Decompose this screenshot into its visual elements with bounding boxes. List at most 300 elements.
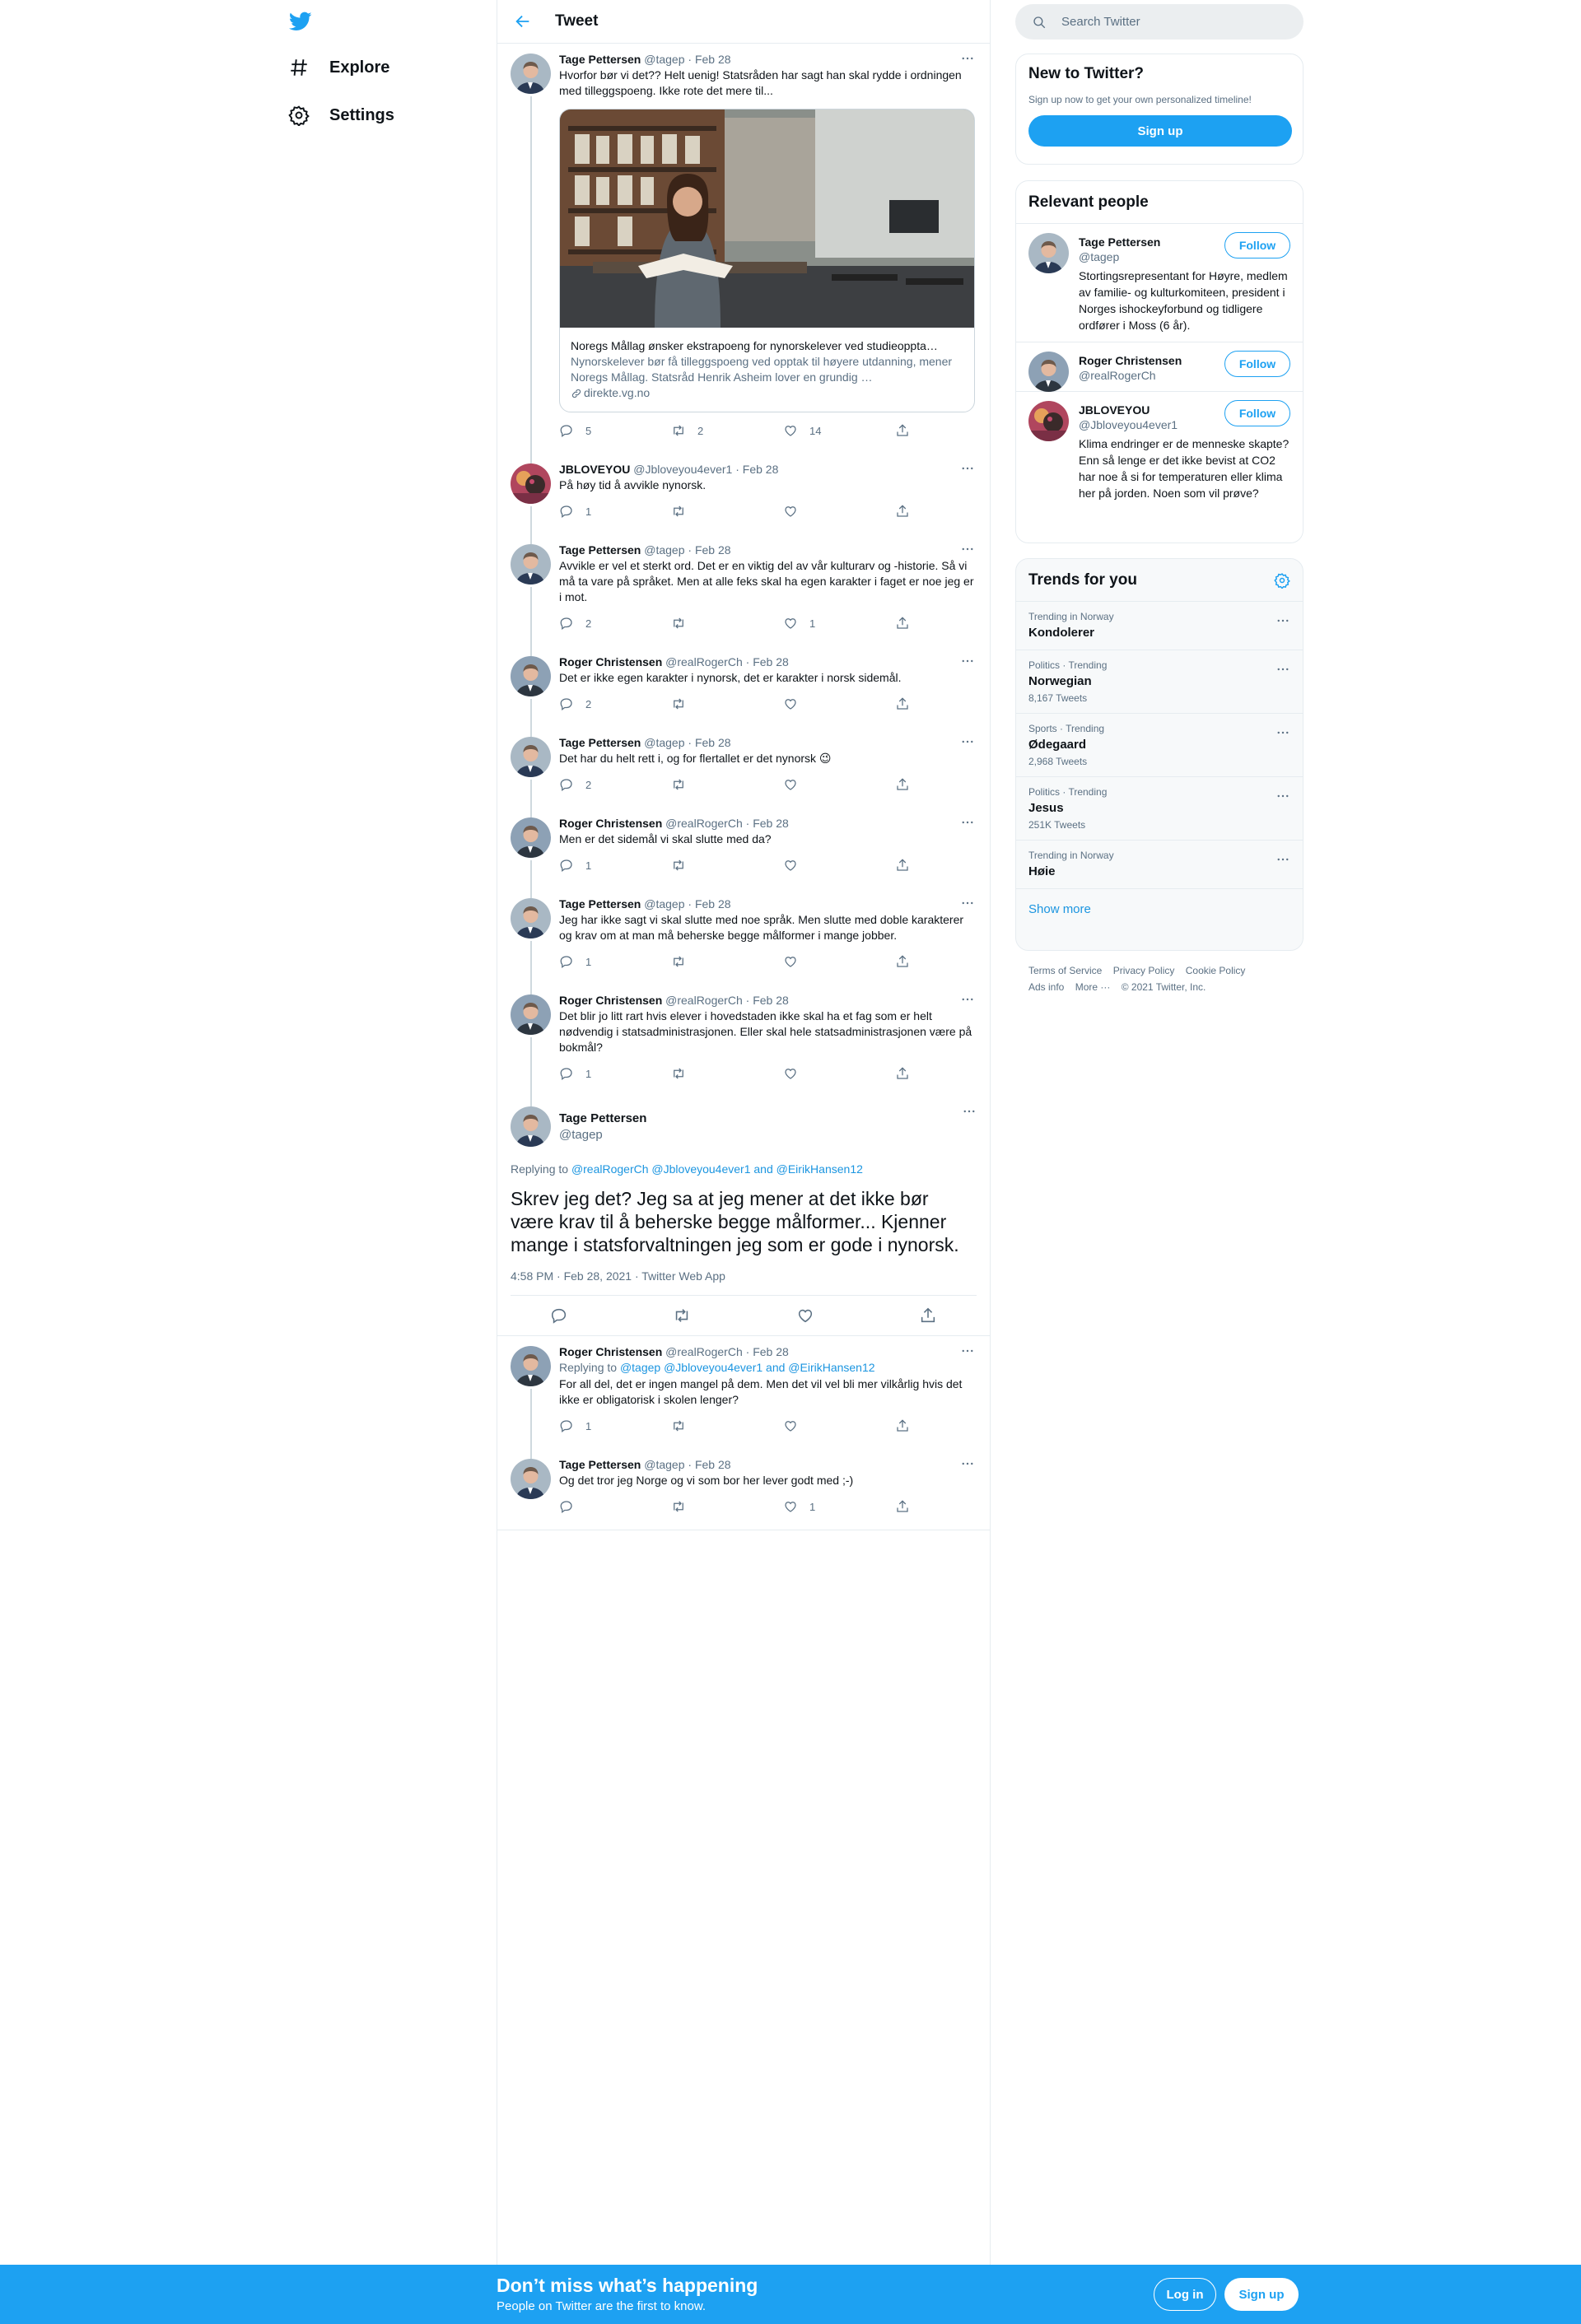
author-name[interactable]: Tage Pettersen xyxy=(559,736,641,749)
person-name[interactable]: Roger Christensen xyxy=(1079,354,1182,367)
person-handle[interactable]: @Jbloveyou4ever1 xyxy=(1079,418,1178,431)
avatar[interactable] xyxy=(511,1459,551,1499)
more-options-button[interactable] xyxy=(1276,662,1290,681)
like-icon xyxy=(783,858,798,873)
tweet-actions xyxy=(559,953,977,985)
tweet-date[interactable]: Feb 28 xyxy=(694,543,731,557)
share-button[interactable] xyxy=(895,696,921,711)
share-icon xyxy=(895,858,910,873)
card-description: Nynorskelever bør få tilleggspoeng ved opptak til høyere utdanning, mener Noregs Mållag. Statsråd Henrik Asheim lover en grundig … xyxy=(571,355,953,384)
person-item[interactable] xyxy=(1016,392,1303,510)
search-box[interactable] xyxy=(1015,4,1304,40)
tweet-text: Det er ikke egen karakter i nynorsk, det er karakter i norsk sidemål. xyxy=(559,671,902,684)
avatar[interactable] xyxy=(511,994,551,1035)
more-icon xyxy=(960,734,975,749)
terms-link[interactable]: Terms of Service xyxy=(1028,965,1103,976)
tweet[interactable] xyxy=(497,1449,990,1530)
more-options-button[interactable] xyxy=(958,51,977,66)
author-name[interactable]: Roger Christensen xyxy=(559,817,663,830)
tweet-actions xyxy=(559,503,977,534)
more-icon xyxy=(960,542,975,557)
cookie-link[interactable]: Cookie Policy xyxy=(1185,965,1246,976)
share-icon xyxy=(895,696,910,711)
author-handle[interactable]: @realRogerCh xyxy=(665,994,743,1007)
trend-count: 8,167 Tweets xyxy=(1028,692,1088,704)
share-icon xyxy=(895,1066,910,1081)
person-item[interactable] xyxy=(1016,224,1303,342)
tweet-date[interactable]: Feb 28 xyxy=(753,655,789,668)
reply-icon xyxy=(559,504,574,519)
author-handle[interactable]: @tagep xyxy=(559,1128,603,1142)
retweet-icon xyxy=(671,696,686,711)
more-options-button[interactable] xyxy=(958,542,977,557)
reply-button[interactable] xyxy=(559,423,671,438)
panel-title: New to Twitter? xyxy=(1028,65,1145,82)
bottom-signup-bar xyxy=(0,2265,1581,2324)
avatar[interactable] xyxy=(511,463,551,504)
person-name[interactable]: Tage Pettersen xyxy=(1079,235,1161,249)
replying-to xyxy=(559,1360,977,1376)
tweet-text: Og det tror jeg Norge og vi som bor her lever godt med ;-) xyxy=(559,1474,854,1487)
person-name[interactable]: JBLOVEYOU xyxy=(1079,403,1150,417)
tweet[interactable] xyxy=(497,1336,990,1449)
like-icon[interactable] xyxy=(796,1306,814,1325)
tweet-text: Det har du helt rett i, og for flertallet er det nynorsk 😉 xyxy=(559,752,832,765)
trend-count: 2,968 Tweets xyxy=(1028,756,1088,767)
avatar[interactable] xyxy=(511,1346,551,1386)
share-button[interactable] xyxy=(895,1499,921,1514)
reply-count: 2 xyxy=(585,617,592,630)
author-handle[interactable]: @tagep xyxy=(644,897,685,911)
more-icon xyxy=(960,815,975,830)
like-icon xyxy=(783,696,798,711)
avatar[interactable] xyxy=(511,54,551,94)
thread-connector xyxy=(530,96,532,463)
reply-count: 1 xyxy=(585,1419,592,1432)
follow-button[interactable]: Follow xyxy=(1224,232,1290,258)
focused-tweet xyxy=(497,1097,990,1336)
more-options-button[interactable] xyxy=(958,896,977,911)
person-handle[interactable]: @realRogerCh xyxy=(1079,369,1156,382)
separator: · xyxy=(688,53,693,66)
trend-name: Jesus xyxy=(1028,801,1064,815)
author-name[interactable]: JBLOVEYOU xyxy=(559,463,631,476)
reply-count: 1 xyxy=(585,505,592,518)
more-options-button[interactable] xyxy=(958,654,977,668)
separator: · xyxy=(688,736,693,749)
ads-link[interactable]: Ads info xyxy=(1028,981,1065,993)
retweet-button[interactable] xyxy=(671,1066,783,1081)
retweet-icon xyxy=(671,858,686,873)
more-options-button[interactable] xyxy=(958,1456,977,1471)
avatar[interactable] xyxy=(511,1106,551,1147)
share-button[interactable] xyxy=(895,504,921,519)
retweet-count: 2 xyxy=(697,424,704,437)
panel-title: Relevant people xyxy=(1016,181,1303,224)
author-name[interactable]: Roger Christensen xyxy=(559,655,663,668)
more-options-button[interactable] xyxy=(962,1104,977,1123)
more-icon xyxy=(960,51,975,66)
retweet-button[interactable] xyxy=(671,1418,783,1433)
header xyxy=(497,0,990,44)
back-button[interactable] xyxy=(509,7,537,35)
tweet-actions xyxy=(559,422,977,454)
tweet-text: Jeg har ikke sagt vi skal slutte med noe språk. Men slutte med doble karakterer og krav om at man må beherske begge målformer i mange jobber. xyxy=(559,913,964,942)
retweet-icon xyxy=(671,616,686,631)
nav-settings[interactable] xyxy=(288,99,394,132)
tweet[interactable] xyxy=(497,888,990,985)
card-image xyxy=(560,109,975,328)
hashtag-icon xyxy=(288,57,310,78)
share-icon xyxy=(895,1418,910,1433)
author-name[interactable]: Roger Christensen xyxy=(559,994,663,1007)
relevant-people-panel xyxy=(1015,180,1304,543)
arrow-left-icon xyxy=(514,12,532,30)
twitter-logo-icon[interactable] xyxy=(288,10,313,33)
like-icon xyxy=(783,504,798,519)
trend-context: Trending in Norway xyxy=(1028,611,1114,622)
trends-panel xyxy=(1015,558,1304,951)
separator: · xyxy=(688,1458,693,1471)
mention-link[interactable]: @EirikHansen12 xyxy=(788,1361,875,1374)
more-icon xyxy=(960,1456,975,1471)
copyright: © 2021 Twitter, Inc. xyxy=(1121,981,1206,993)
share-button[interactable] xyxy=(895,616,921,631)
trend-name: Høie xyxy=(1028,864,1056,878)
more-icon xyxy=(960,654,975,668)
reply-count: 1 xyxy=(585,859,592,872)
bottom-bar-title: Don’t miss what’s happening xyxy=(497,2275,758,2296)
more-icon xyxy=(1276,613,1290,628)
person-item[interactable] xyxy=(1016,342,1303,392)
retweet-icon xyxy=(671,1499,686,1514)
trend-item[interactable] xyxy=(1016,777,1303,841)
share-icon xyxy=(895,423,910,438)
search-input[interactable] xyxy=(1061,15,1292,29)
tweet-date[interactable]: Feb 28 xyxy=(694,1458,731,1471)
replying-prefix: Replying to xyxy=(559,1361,618,1374)
tweet-actions xyxy=(559,1498,977,1530)
card-title: Noregs Mållag ønsker ekstrapoeng for nynorskelever ved studieoppta… xyxy=(571,339,938,352)
more-options-button[interactable] xyxy=(958,815,977,830)
reply-count: 1 xyxy=(585,955,592,968)
tweet[interactable] xyxy=(497,44,990,454)
like-icon xyxy=(783,1499,798,1514)
trends-header xyxy=(1016,559,1303,602)
like-button[interactable] xyxy=(783,1499,895,1514)
separator: · xyxy=(745,655,750,668)
tweet-actions xyxy=(559,776,977,808)
tweet-date[interactable]: Feb 28 xyxy=(694,53,731,66)
replying-and: and xyxy=(753,1162,773,1176)
author-handle[interactable]: @realRogerCh xyxy=(665,655,743,668)
reply-count: 1 xyxy=(585,1067,592,1080)
retweet-button[interactable] xyxy=(671,423,783,438)
tweet-date[interactable]: Feb 28 xyxy=(742,463,779,476)
trends-list xyxy=(1016,602,1303,889)
retweet-button[interactable] xyxy=(671,777,783,792)
like-button[interactable] xyxy=(783,777,895,792)
like-icon xyxy=(783,1418,798,1433)
trend-context: Politics · Trending xyxy=(1028,659,1108,671)
retweet-icon xyxy=(671,1066,686,1081)
like-button[interactable] xyxy=(783,696,895,711)
more-icon xyxy=(960,992,975,1007)
replies xyxy=(497,1336,990,1530)
tweet-timestamp[interactable]: 4:58 PM · Feb 28, 2021 · Twitter Web App xyxy=(511,1269,977,1296)
follow-button[interactable]: Follow xyxy=(1224,351,1290,377)
replying-to xyxy=(511,1162,977,1176)
like-button[interactable] xyxy=(783,1418,895,1433)
more-options-button[interactable] xyxy=(1276,613,1290,632)
search-icon xyxy=(1032,15,1047,30)
more-icon xyxy=(960,896,975,911)
mention-link[interactable]: @EirikHansen12 xyxy=(776,1162,863,1176)
reply-count: 2 xyxy=(585,697,592,710)
replying-and: and xyxy=(766,1361,786,1374)
reply-button[interactable] xyxy=(559,616,671,631)
reply-icon xyxy=(559,858,574,873)
page-title: Tweet xyxy=(555,12,599,30)
people-list xyxy=(1016,224,1303,510)
more-icon xyxy=(1276,725,1290,740)
author-name[interactable]: Tage Pettersen xyxy=(559,1458,641,1471)
like-button[interactable] xyxy=(783,423,895,438)
share-icon[interactable] xyxy=(919,1306,937,1325)
tweet[interactable] xyxy=(497,808,990,888)
trend-name: Ødegaard xyxy=(1028,738,1087,752)
person-bio: Stortingsrepresentant for Høyre, medlem av familie- og kulturkomiteen, president i Norges ishockeyforbund og tidligere ordfører i Moss (6 år). xyxy=(1079,269,1288,332)
reply-icon[interactable] xyxy=(550,1306,568,1325)
signup-button[interactable]: Sign up xyxy=(1224,2278,1299,2311)
nav-settings-label: Settings xyxy=(329,105,394,124)
trend-count: 251K Tweets xyxy=(1028,819,1086,831)
more-options-button[interactable] xyxy=(1276,725,1290,744)
signup-button[interactable]: Sign up xyxy=(1028,115,1292,147)
author-name[interactable]: Roger Christensen xyxy=(559,1345,663,1358)
share-icon xyxy=(895,1499,910,1514)
like-button[interactable] xyxy=(783,504,895,519)
share-icon xyxy=(895,616,910,631)
like-icon xyxy=(783,423,798,438)
share-button[interactable] xyxy=(895,777,921,792)
retweet-button[interactable] xyxy=(671,504,783,519)
tweet[interactable] xyxy=(497,985,990,1097)
person-handle[interactable]: @tagep xyxy=(1079,250,1120,263)
reply-button[interactable] xyxy=(559,504,671,519)
link-icon xyxy=(571,388,582,399)
more-options-button[interactable] xyxy=(958,461,977,476)
gear-icon xyxy=(288,105,310,126)
login-button[interactable]: Log in xyxy=(1154,2278,1216,2311)
nav-explore[interactable] xyxy=(288,51,389,84)
more-icon xyxy=(1276,789,1290,803)
tweet[interactable] xyxy=(497,534,990,646)
tweet-date[interactable]: Feb 28 xyxy=(753,994,789,1007)
gear-icon[interactable] xyxy=(1274,572,1290,589)
reply-icon xyxy=(559,954,574,969)
like-button[interactable] xyxy=(783,1066,895,1081)
tweet-actions xyxy=(497,1296,990,1336)
tweet[interactable] xyxy=(497,727,990,808)
avatar[interactable] xyxy=(511,656,551,696)
share-icon xyxy=(895,954,910,969)
reply-button[interactable] xyxy=(559,696,671,711)
more-options-button[interactable] xyxy=(1276,852,1290,871)
author-name[interactable]: Tage Pettersen xyxy=(559,897,641,911)
tweet-text: Det blir jo litt rart hvis elever i hovedstaden ikke skal ha et fag som er helt nødvendig i statsadministrasjonen. Eller skal hele statsadministrasjonen være på bokmål? xyxy=(559,1009,972,1054)
more-options-button[interactable] xyxy=(958,992,977,1007)
like-count: 1 xyxy=(809,617,816,630)
mention-link[interactable]: @realRogerCh xyxy=(571,1162,649,1176)
tweet-date[interactable]: Feb 28 xyxy=(753,1345,789,1358)
retweet-icon xyxy=(671,954,686,969)
like-icon xyxy=(783,777,798,792)
author-handle[interactable]: @realRogerCh xyxy=(665,817,743,830)
mention-link[interactable]: @Jbloveyou4ever1 xyxy=(664,1361,763,1374)
show-more-link[interactable]: Show more xyxy=(1028,902,1091,916)
retweet-icon xyxy=(671,504,686,519)
thread xyxy=(497,44,990,1097)
nav-explore-label: Explore xyxy=(329,58,390,77)
author-name[interactable]: Tage Pettersen xyxy=(559,543,641,557)
tweet-date[interactable]: Feb 28 xyxy=(694,897,731,911)
trend-name: Norwegian xyxy=(1028,674,1092,688)
reply-icon xyxy=(559,696,574,711)
more-icon xyxy=(960,1344,975,1358)
tweet-actions xyxy=(559,615,977,646)
reply-button[interactable] xyxy=(559,1066,671,1081)
retweet-icon xyxy=(671,1418,686,1433)
trend-item[interactable] xyxy=(1016,602,1303,650)
tweet-actions xyxy=(559,1065,977,1097)
reply-icon xyxy=(559,1418,574,1433)
privacy-link[interactable]: Privacy Policy xyxy=(1112,965,1175,976)
tweet-text: Men er det sidemål vi skal slutte med da? xyxy=(559,832,772,845)
more-link[interactable]: More ··· xyxy=(1075,981,1111,993)
share-button[interactable] xyxy=(895,954,921,969)
share-button[interactable] xyxy=(895,1418,921,1433)
avatar[interactable] xyxy=(511,898,551,938)
avatar[interactable] xyxy=(1028,401,1069,441)
author-handle[interactable]: @realRogerCh xyxy=(665,1345,743,1358)
more-icon xyxy=(1276,852,1290,867)
avatar[interactable] xyxy=(511,544,551,584)
tweet[interactable] xyxy=(497,454,990,534)
tweet-text: På høy tid å avvikle nynorsk. xyxy=(559,478,707,491)
author-name[interactable]: Tage Pettersen xyxy=(559,1111,647,1125)
trend-item[interactable] xyxy=(1016,841,1303,889)
new-to-twitter-panel xyxy=(1015,54,1304,165)
more-options-button[interactable] xyxy=(958,734,977,749)
author-handle[interactable]: @tagep xyxy=(644,736,685,749)
main-column xyxy=(497,0,991,2324)
author-name[interactable]: Tage Pettersen xyxy=(559,53,641,66)
author-handle[interactable]: @tagep xyxy=(644,543,685,557)
reply-icon xyxy=(559,1499,574,1514)
reply-icon xyxy=(559,1066,574,1081)
retweet-button[interactable] xyxy=(671,954,783,969)
avatar[interactable] xyxy=(511,737,551,777)
replying-prefix: Replying to xyxy=(511,1162,569,1176)
trend-context: Sports · Trending xyxy=(1028,723,1105,734)
trend-name: Kondolerer xyxy=(1028,626,1095,640)
like-icon xyxy=(783,954,798,969)
reply-button[interactable] xyxy=(559,1418,671,1433)
like-button[interactable] xyxy=(783,858,895,873)
tweet-actions xyxy=(559,857,977,888)
reply-icon xyxy=(559,423,574,438)
separator: · xyxy=(735,463,739,476)
more-options-button[interactable] xyxy=(1276,789,1290,808)
mention-link[interactable]: @Jbloveyou4ever1 xyxy=(651,1162,751,1176)
tweet-date[interactable]: Feb 28 xyxy=(753,817,789,830)
share-button[interactable] xyxy=(895,423,921,438)
person-bio: Klima endringer er de menneske skapte? Enn så lenge er det ikke bevist at CO2 har noe å si for temperaturen eller klima her på jorden. Noen som vil prøve? xyxy=(1079,437,1290,500)
separator: · xyxy=(745,1345,750,1358)
more-icon xyxy=(960,461,975,476)
separator: · xyxy=(745,994,750,1007)
trend-item[interactable] xyxy=(1016,714,1303,777)
reply-button[interactable] xyxy=(559,777,671,792)
card-domain-text: direkte.vg.no xyxy=(584,386,651,399)
more-options-button[interactable] xyxy=(958,1344,977,1358)
share-button[interactable] xyxy=(895,858,921,873)
retweet-button[interactable] xyxy=(671,858,783,873)
panel-title: Trends for you xyxy=(1028,571,1137,589)
like-button[interactable] xyxy=(783,954,895,969)
follow-button[interactable]: Follow xyxy=(1224,400,1290,426)
mention-link[interactable]: @tagep xyxy=(619,1361,661,1374)
avatar[interactable] xyxy=(1028,352,1069,392)
like-icon xyxy=(783,1066,798,1081)
retweet-button[interactable] xyxy=(671,1499,783,1514)
retweet-icon[interactable] xyxy=(673,1306,691,1325)
trend-item[interactable] xyxy=(1016,650,1303,714)
retweet-icon xyxy=(671,423,686,438)
footer-links xyxy=(1028,962,1292,995)
author-handle[interactable]: @tagep xyxy=(644,1458,685,1471)
retweet-button[interactable] xyxy=(671,616,783,631)
reply-button[interactable] xyxy=(559,954,671,969)
reply-count: 5 xyxy=(585,424,592,437)
like-icon xyxy=(783,616,798,631)
link-card[interactable] xyxy=(559,109,975,412)
avatar[interactable] xyxy=(1028,233,1069,273)
retweet-icon xyxy=(671,777,686,792)
author-handle[interactable]: @tagep xyxy=(644,53,685,66)
panel-subtitle: Sign up now to get your own personalized timeline! xyxy=(1028,94,1252,105)
retweet-button[interactable] xyxy=(671,696,783,711)
tweet-text: Avvikle er vel et sterkt ord. Det er en viktig del av vår kulturarv og -historie. Så vi må ta vare på språket. Men at alle feks skal ha egen karakter i faget er noe jeg er i mot. xyxy=(559,559,974,603)
tweet-text: For all del, det er ingen mangel på dem. Men det vil vel bli mer vilkårlig hvis det ikke er obligatorisk i skolen lenger? xyxy=(559,1377,963,1406)
like-count: 1 xyxy=(809,1500,816,1513)
share-icon xyxy=(895,777,910,792)
more-icon xyxy=(1276,662,1290,677)
tweet-actions xyxy=(559,1418,977,1449)
tweet[interactable] xyxy=(497,646,990,727)
reply-button[interactable] xyxy=(559,858,671,873)
share-button[interactable] xyxy=(895,1066,921,1081)
reply-button[interactable] xyxy=(559,1499,671,1514)
author-handle[interactable]: @Jbloveyou4ever1 xyxy=(633,463,733,476)
tweet-date[interactable]: Feb 28 xyxy=(694,736,731,749)
trend-context: Politics · Trending xyxy=(1028,786,1108,798)
like-button[interactable] xyxy=(783,616,895,631)
bottom-bar-subtitle: People on Twitter are the first to know. xyxy=(497,2299,707,2313)
avatar[interactable] xyxy=(511,817,551,858)
tweet-actions xyxy=(559,696,977,727)
